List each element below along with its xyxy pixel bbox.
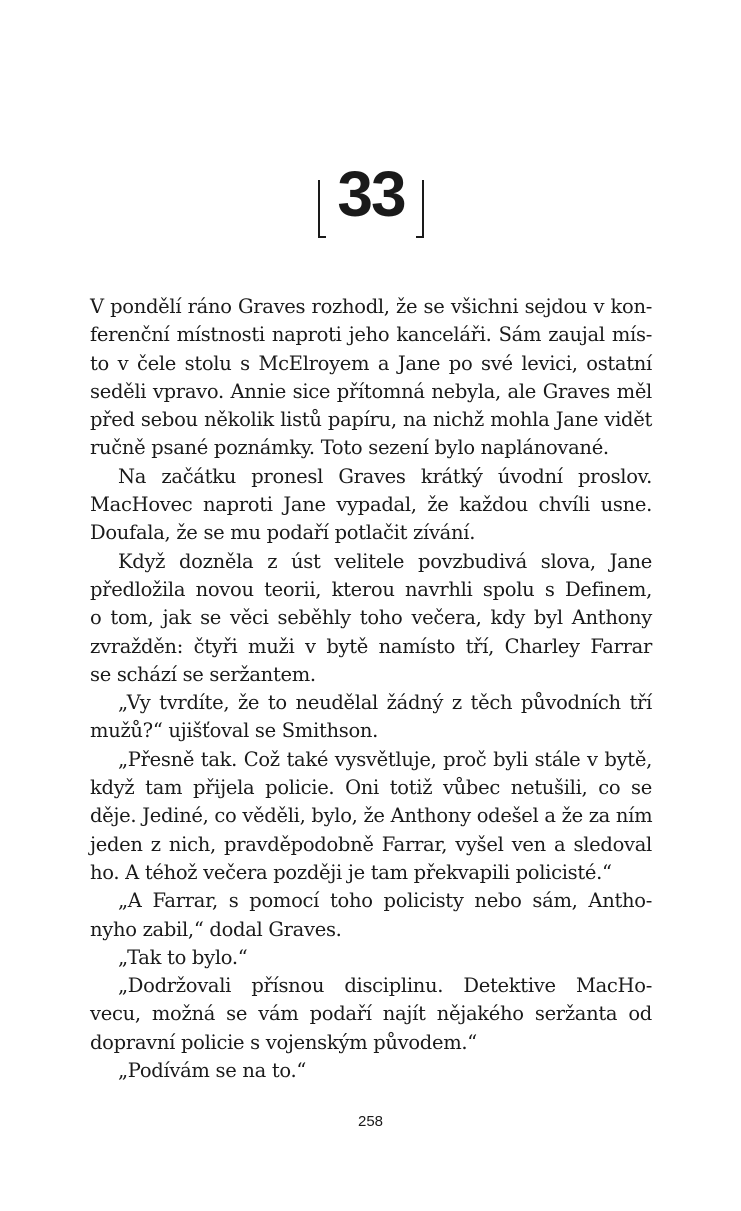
text-line: mužů?“ ujišťoval se Smithson.: [90, 719, 379, 743]
text-line: předložila novou teorii, kterou navrhli spolu s Definem,: [90, 577, 652, 601]
text-line: když tam přijela policie. Oni totiž vůbec netušili, co se: [90, 776, 652, 800]
text-line: to v čele stolu s McElroyem a Jane po své levici, ostatní: [90, 351, 652, 375]
text-line: seděli vpravo. Annie sice přítomná nebyla, ale Graves měl: [90, 379, 652, 403]
text-line: děje. Jediné, co věděli, bylo, že Anthony odešel a že za ním: [90, 804, 653, 828]
body-text: [90, 293, 652, 1085]
text-line: Doufala, že se mu podaří potlačit zívání.: [90, 521, 476, 545]
text-line: ferenční místnosti naproti jeho kanceláři. Sám zaujal mís-: [90, 323, 652, 347]
text-line: dopravní policie s vojenským původem.“: [90, 1030, 477, 1054]
text-line: ručně psané poznámky. Toto sezení bylo naplánované.: [90, 436, 609, 460]
chapter-number: 33: [337, 158, 405, 230]
text-line: nyho zabil,“ dodal Graves.: [90, 917, 342, 941]
text-line: V pondělí ráno Graves rozhodl, že se všichni sejdou v kon-: [90, 295, 652, 318]
text-line: Když dozněla z úst velitele povzbudivá slova, Jane: [118, 549, 652, 573]
text-line: „Tak to bylo.“: [118, 945, 248, 969]
chapter-heading: [318, 158, 424, 236]
text-line: Na začátku pronesl Graves krátký úvodní proslov.: [118, 464, 652, 488]
text-line: „A Farrar, s pomocí toho policisty nebo sám, Antho-: [118, 889, 652, 913]
page-number: 258: [357, 1113, 384, 1130]
text-line: zvražděn: čtyři muži v bytě namísto tří, Charley Farrar: [90, 634, 652, 658]
text-line: „Vy tvrdíte, že to neudělal žádný z těch původních tří: [118, 691, 652, 715]
text-line: „Přesně tak. Což také vysvětluje, proč byli stále v bytě,: [118, 747, 652, 771]
text-line: o tom, jak se věci seběhly toho večera, kdy byl Anthony: [90, 606, 652, 630]
text-line: „Podívám se na to.“: [118, 1059, 307, 1083]
text-line: ho. A téhož večera později je tam překvapili policisté.“: [90, 860, 612, 884]
text-line: se schází se seržantem.: [90, 662, 316, 686]
text-line: vecu, možná se vám podaří najít nějakého seržanta od: [90, 1002, 652, 1026]
text-line: „Dodržovali přísnou disciplinu. Detektive MacHo-: [118, 974, 652, 998]
text-line: jeden z nich, pravděpodobně Farrar, vyšel ven a sledoval: [90, 832, 652, 856]
text-line: MacHovec naproti Jane vypadal, že každou chvíli usne.: [90, 493, 652, 517]
text-line: před sebou několik listů papíru, na nichž mohla Jane vidět: [90, 408, 652, 432]
bracket-right: [416, 180, 424, 238]
